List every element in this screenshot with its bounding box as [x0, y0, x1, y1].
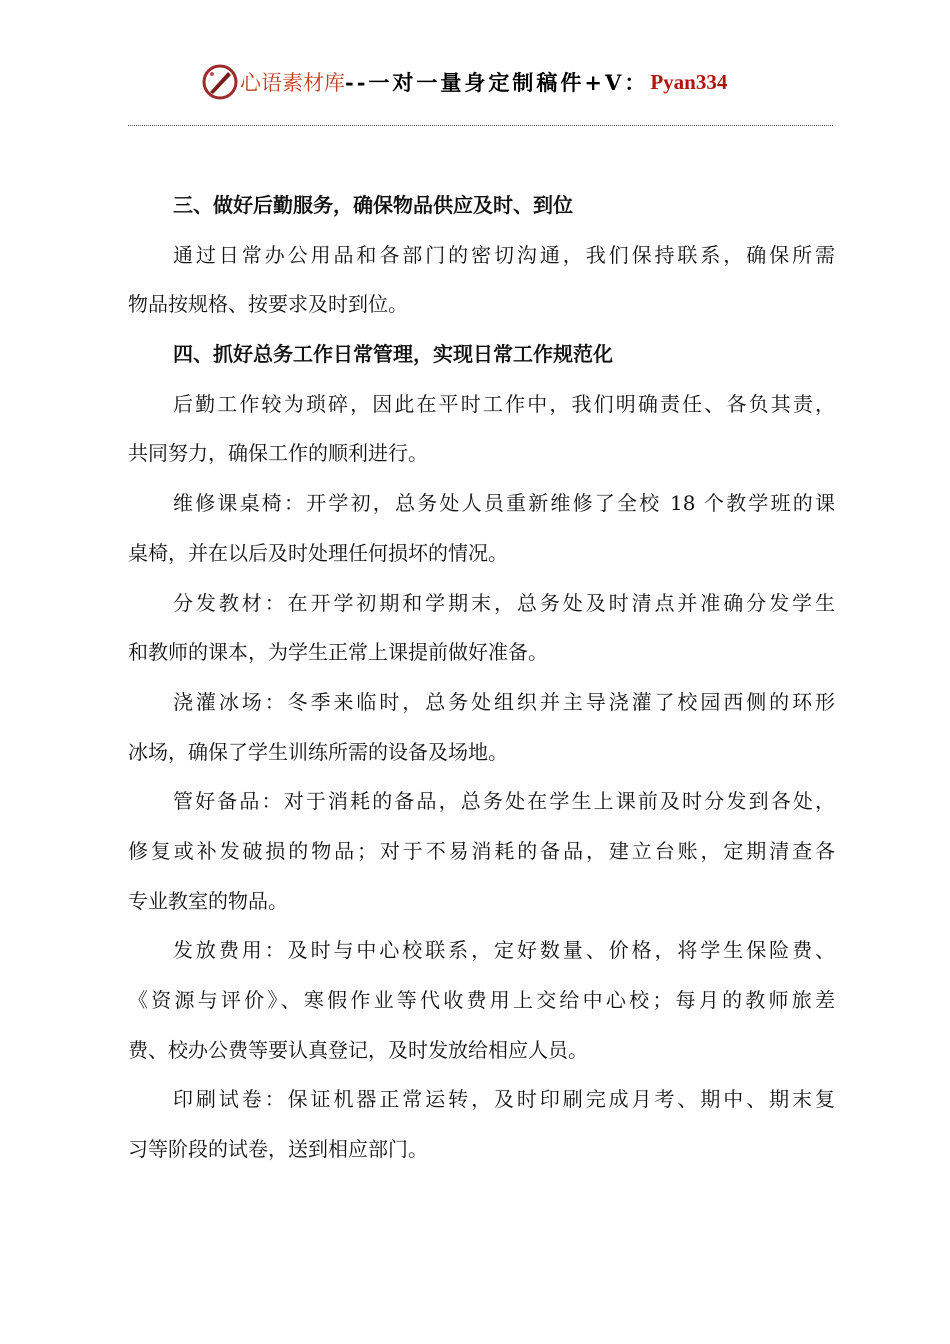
text-line: 物品按规格、按要求及时到位。: [128, 292, 408, 317]
text-line: 专业教室的物品。: [128, 888, 288, 913]
paragraph: [128, 1082, 835, 1181]
paragraph: [128, 586, 835, 685]
text-line: 修复或补发破损的物品；对于不易消耗的备品，建立台账，定期清查各: [128, 838, 835, 863]
brand-name: 心语素材库: [240, 71, 345, 95]
text-line: 浇灌冰场：冬季来临时，总务处组织并主导浇灌了校园西侧的环形: [173, 689, 835, 714]
text-line: 冰场，确保了学生训练所需的设备及场地。: [128, 739, 508, 764]
text-line: 《资源与评价》、寒假作业等代收费用上交给中心校；每月的教师旅差: [128, 988, 835, 1012]
section-heading: [128, 337, 835, 387]
text-line: 通过日常办公用品和各部门的密切沟通，我们保持联系，确保所需: [173, 242, 835, 267]
header-contact: Pyan334: [650, 69, 728, 94]
text-line: 管好备品：对于消耗的备品，总务处在学生上课前及时分发到各处，: [173, 789, 835, 814]
paragraph: [128, 486, 835, 585]
header-divider: [128, 125, 833, 126]
text-line: 四、抓好总务工作日常管理，实现日常工作规范化: [173, 342, 613, 367]
paragraph: [128, 685, 835, 784]
text-line: 分发教材：在开学初期和学期末，总务处及时清点并准确分发学生: [173, 590, 835, 615]
paragraph: [128, 238, 835, 337]
header-slogan: --一对一量身定制稿件+V：: [345, 70, 649, 95]
text-line: 共同努力，确保工作的顺利进行。: [128, 441, 428, 466]
text-line: 费、校办公费等要认真登记，及时发放给相应人员。: [128, 1037, 588, 1062]
text-line: 印刷试卷：保证机器正常运转，及时印刷完成月考、期中、期末复: [173, 1087, 835, 1112]
text-line: 和教师的课本，为学生正常上课提前做好准备。: [128, 640, 548, 665]
section-heading: [128, 188, 835, 238]
paragraph: [128, 933, 835, 1082]
text-line: 三、做好后勤服务，确保物品供应及时、到位: [173, 193, 573, 217]
quill-pen-logo-icon: [200, 62, 240, 102]
paragraph: [128, 784, 835, 933]
paragraph: [128, 387, 835, 486]
text-line: 习等阶段的试卷，送到相应部门。: [128, 1137, 428, 1162]
page-header: [200, 62, 760, 102]
text-line: 桌椅，并在以后及时处理任何损坏的情况。: [128, 540, 508, 565]
text-line: 维修课桌椅：开学初，总务处人员重新维修了全校 18 个教学班的课: [173, 491, 835, 516]
text-line: 后勤工作较为琐碎，因此在平时工作中，我们明确责任、各负其责，: [173, 391, 835, 416]
document-body: [128, 188, 835, 1182]
text-line: 发放费用：及时与中心校联系，定好数量、价格，将学生保险费、: [173, 938, 835, 963]
